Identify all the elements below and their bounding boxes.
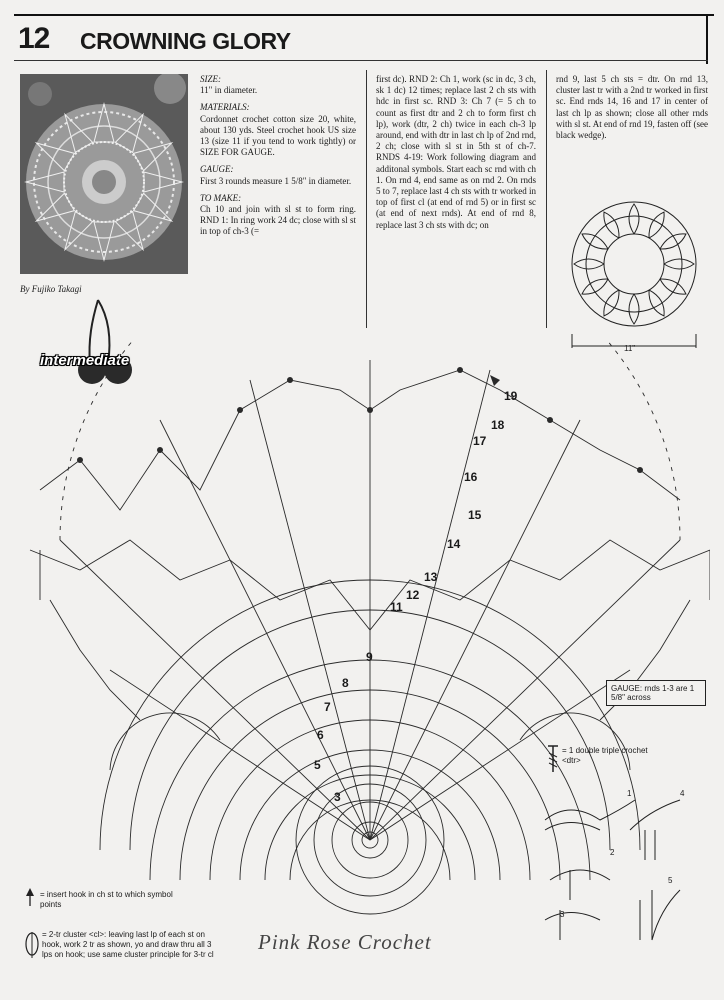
cluster-legend: = 2-tr cluster <cl>: leaving last lp of each st on hook, work 2 tr as shown, yo and draw thru all 3 lps on hook; use same cluster principle for 3-tr cl bbox=[42, 930, 214, 959]
watermark: Pink Rose Crochet bbox=[258, 930, 432, 954]
round-label: 11 bbox=[390, 600, 403, 614]
diameter-dimension: 11" bbox=[624, 344, 636, 353]
instructions-column-3: rnd 9, last 5 ch sts = dtr. On rnd 13, cluster last tr with a 2nd tr worked in first sc. End rnds 14, 16 and 17 in center of last ch lp as shown; close all other rnds with sl st. At end of rnd 19, fasten off (see black wedge). bbox=[556, 74, 708, 141]
instructions-column-1 bbox=[200, 74, 356, 238]
doily-photo bbox=[20, 74, 188, 274]
step-number: 3 bbox=[560, 910, 565, 919]
round-label: 19 bbox=[504, 389, 518, 403]
round-label: 17 bbox=[473, 434, 487, 448]
step-number: 5 bbox=[668, 876, 673, 885]
round-label: 12 bbox=[406, 588, 420, 602]
dtr-legend: = 1 double triple crochet <dtr> bbox=[562, 746, 648, 765]
round-label: 6 bbox=[317, 728, 324, 742]
round-label: 16 bbox=[464, 470, 478, 484]
designer-credit: By Fujiko Takagi bbox=[20, 284, 82, 294]
cluster-symbol-icon bbox=[24, 930, 40, 965]
step-number: 2 bbox=[610, 848, 615, 857]
insert-hook-arrow-icon bbox=[24, 886, 36, 913]
round-label: 9 bbox=[366, 650, 373, 664]
step-number: 1 bbox=[627, 789, 632, 798]
step-number: 4 bbox=[680, 789, 685, 798]
round-label: 7 bbox=[324, 700, 331, 714]
round-label: 18 bbox=[491, 418, 505, 432]
size-text: 11" in diameter. bbox=[200, 85, 258, 96]
column-divider bbox=[366, 70, 367, 328]
pattern-number: 12 bbox=[18, 22, 50, 55]
pattern-title: CROWNING GLORY bbox=[80, 28, 291, 54]
column-divider bbox=[546, 70, 547, 328]
instructions-column-2: first dc). RND 2: Ch 1, work (sc in dc, 3 ch, sk 1 dc) 12 times; replace last 2 ch sts with hdc in first sc. RND 3: Ch 7 (= 5 ch to count as first dtr and 2 ch to form first ch lp), work (dtr, 2 ch) twice in each ch-3 lp around, end with dtr in last ch lp of 2nd rnd, 2 ch; close with sl st in 5th st of ch-7. RNDS 4-19: Work following diagram and additonal symbols. Start each sc rnd with ch 1. On rnd 4, end same as on rnd 2. On rnds 5 to 7, replace last 4 ch sts with tr worked in top of first cl (at end of rnd 5) or in first sc (at end of next rnds). At end of rnd 8, replace last 3 ch sts with dc; on bbox=[376, 74, 536, 230]
header-underline bbox=[14, 60, 708, 61]
tomake-heading: TO MAKE: bbox=[200, 192, 242, 203]
materials-text: Cordonnet crochet cotton size 20, white, about 130 yds. Steel crochet hook US size 13 (size 11 if you tend to work tightly) or SIZE FOR GAUGE. bbox=[200, 113, 356, 158]
gauge-heading: GAUGE: bbox=[200, 164, 234, 175]
header-top-rule bbox=[14, 14, 714, 16]
round-label: 8 bbox=[342, 676, 349, 690]
insert-hook-legend: = insert hook in ch st to which symbol points bbox=[40, 890, 173, 909]
size-heading: SIZE: bbox=[200, 74, 221, 84]
materials-heading: MATERIALS: bbox=[200, 102, 250, 113]
gauge-text: First 3 rounds measure 1 5/8" in diameter. bbox=[200, 175, 352, 186]
tomake-text: Ch 10 and join with sl st to form ring. RND 1: In ring work 24 dc; close with sl st in top of ch-3 (= bbox=[200, 204, 356, 237]
round-label: 3 bbox=[334, 790, 341, 804]
doily-schematic bbox=[566, 198, 706, 353]
header-right-rule bbox=[706, 14, 708, 64]
dtr-symbol-icon bbox=[546, 744, 560, 779]
dtr-steps-illustration bbox=[540, 790, 700, 955]
round-label: 15 bbox=[468, 508, 482, 522]
round-label: 14 bbox=[447, 537, 461, 551]
gauge-note: GAUGE: rnds 1-3 are 1 5/8" across bbox=[606, 680, 706, 706]
round-label: 13 bbox=[424, 570, 438, 584]
round-label: 5 bbox=[314, 758, 321, 772]
difficulty-badge: intermediate bbox=[40, 352, 130, 369]
